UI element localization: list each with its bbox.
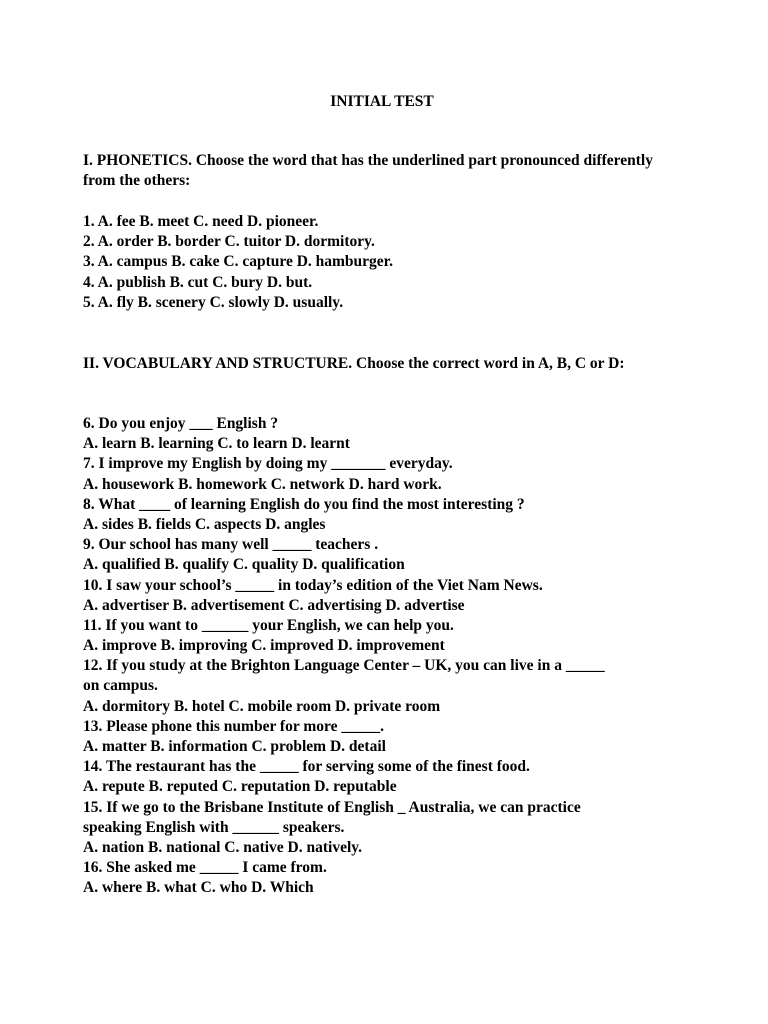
question-9: 9. Our school has many well _____ teachers . [83,536,379,554]
answer-options-16: A. where B. what C. who D. Which [83,879,314,897]
question-13: 13. Please phone this number for more _____. [83,717,384,735]
question-15: 15. If we go to the Brisbane Institute of English _ Australia, we can practice [83,798,581,816]
section-phonetics-heading: I. PHONETICS. Choose the word that has the underlined part pronounced differently from the others: [83,152,653,190]
question-5: 5. A. fly B. scenery C. slowly D. usually. [83,293,344,311]
question-8: 8. What ____ of learning English do you find the most interesting ? [83,495,525,513]
question-1: 1. A. fee B. meet C. need D. pioneer. [83,213,319,230]
document-title: INITIAL TEST [330,93,434,110]
question-15-continued: speaking English with ______ speakers. [83,818,345,836]
question-10: 10. I saw your school’s _____ in today’s edition of the Viet Nam News. [83,576,543,594]
question-11: 11. If you want to ______ your English, we can help you. [83,616,454,634]
question-14: 14. The restaurant has the _____ for serving some of the finest food. [83,758,530,776]
question-7: 7. I improve my English by doing my _______ everyday. [83,455,453,473]
question-16: 16. She asked me _____ I came from. [83,859,327,877]
question-12: 12. If you study at the Brighton Language Center – UK, you can live in a _____ [83,657,605,675]
question-3: 3. A. campus B. cake C. capture D. hamburger. [83,253,394,271]
answer-options-6: A. learn B. learning C. to learn D. learnt [83,435,350,453]
question-4: 4. A. publish B. cut C. bury D. but. [83,273,313,291]
section-vocabulary [83,354,693,374]
answer-options-8: A. sides B. fields C. aspects D. angles [83,515,326,533]
answer-options-14: A. repute B. reputed C. reputation D. reputable [83,778,397,796]
answer-options-12: A. dormitory B. hotel C. mobile room D. private room [83,697,441,715]
vocabulary-questions [83,414,693,899]
question-6: 6. Do you enjoy ___ English ? [83,415,279,432]
question-12-continued: on campus. [83,677,158,695]
answer-options-9: A. qualified B. qualify C. quality D. qualification [83,556,405,574]
section-vocabulary-heading: II. VOCABULARY AND STRUCTURE. Choose the correct word in A, B, C or D: [83,355,625,372]
phonetics-questions [83,212,693,313]
answer-options-13: A. matter B. information C. problem D. detail [83,738,386,755]
answer-options-10: A. advertiser B. advertisement C. advertising D. advertise [83,596,465,614]
section-phonetics [83,151,693,191]
answer-options-15: A. nation B. national C. native D. natively. [83,838,363,856]
question-2: 2. A. order B. border C. tuitor D. dormitory. [83,233,375,251]
answer-options-11: A. improve B. improving C. improved D. improvement [83,637,445,655]
answer-options-7: A. housework B. homework C. network D. hard work. [83,475,442,493]
